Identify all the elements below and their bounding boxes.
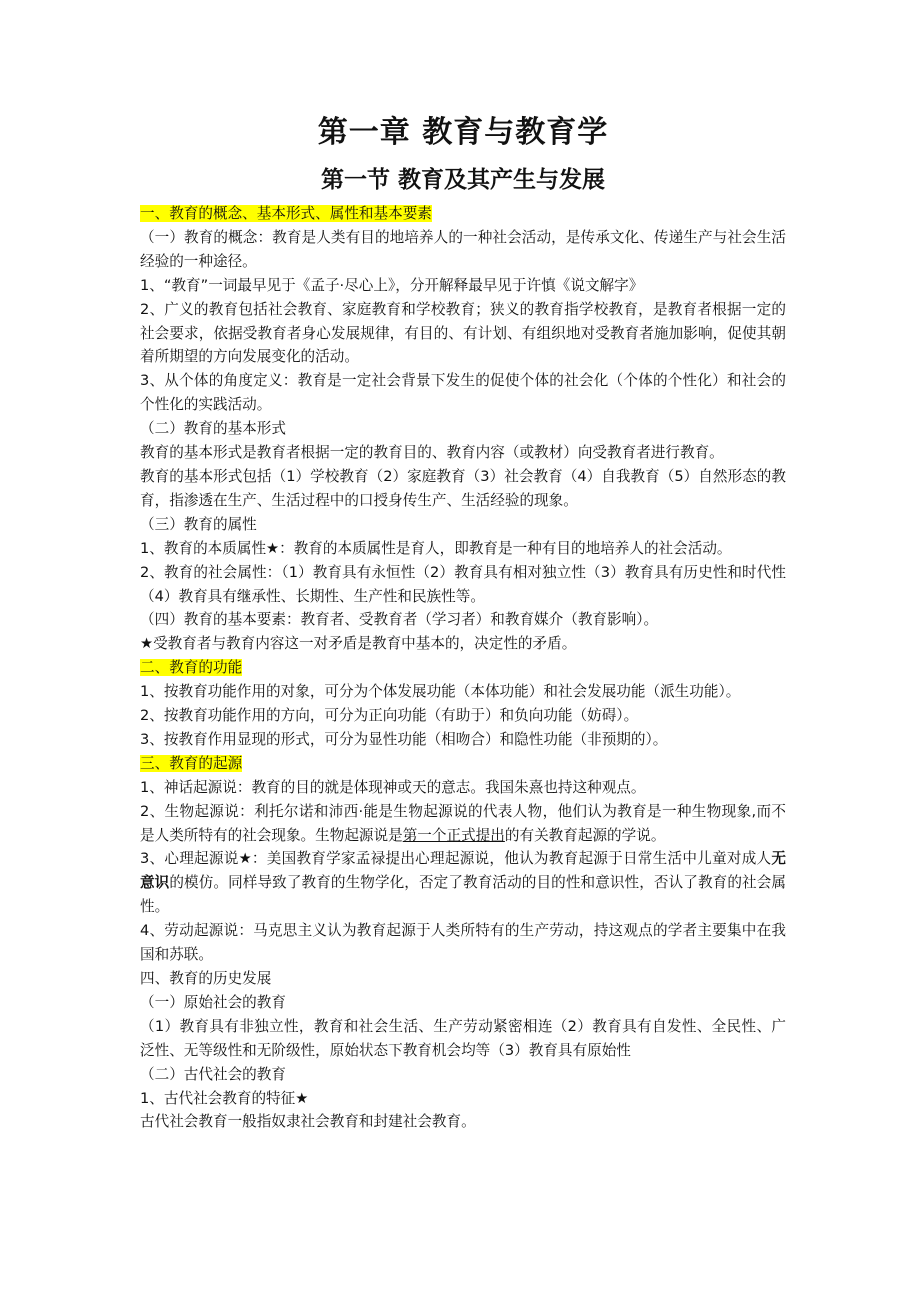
heading-origin: 三、教育的起源 — [140, 754, 243, 772]
bold-text: 无意识 — [140, 850, 786, 892]
paragraph: 1、神话起源说：教育的目的就是体现神或天的意志。我国朱熹也持这种观点。 — [140, 778, 646, 796]
paragraph: （一）教育的概念：教育是人类有目的地培养人的一种社会活动，是传承文化、传递生产与社会生活经验的一种途径。 — [140, 228, 786, 270]
paragraph: 1、按教育功能作用的对象，可分为个体发展功能（本体功能）和社会发展功能（派生功能）。 — [140, 683, 741, 701]
section-title: 第一节 教育及其产生与发展 — [320, 167, 605, 193]
document-page — [140, 112, 786, 1134]
subheading: （二）古代社会的教育 — [140, 1065, 286, 1083]
paragraph: 教育的基本形式包括（1）学校教育（2）家庭教育（3）社会教育（4）自我教育（5）自然形态的教育，指渗透在生产、生活过程中的口授身传生产、生活经验的现象。 — [140, 467, 786, 509]
chapter-title: 第一章 教育与教育学 — [317, 115, 609, 150]
heading-history: 四、教育的历史发展 — [140, 970, 272, 987]
paragraph: 3、按教育作用显现的形式，可分为显性功能（相吻合）和隐性功能（非预期的）。 — [140, 730, 668, 748]
text-run: 3、心理起源说★：美国教育学家孟禄提出心理起源说，他认为教育起源于日常生活中儿童对成人 — [140, 850, 772, 868]
paragraph: 古代社会教育一般指奴隶社会教育和封建社会教育。 — [140, 1113, 476, 1131]
paragraph: 1、古代社会教育的特征★ — [140, 1089, 309, 1107]
heading-function: 二、教育的功能 — [140, 659, 243, 677]
paragraph: 2、教育的社会属性：（1）教育具有永恒性（2）教育具有相对独立性（3）教育具有历史性和时代性（4）教育具有继承性、长期性、生产性和民族性等。 — [140, 563, 786, 605]
text-run: 2、生物起源说：利托尔诺和沛西·能是生物起源说的代表人物，他们认为教育是一种生物现象,而不是人类所特有的社会现象。生物起源说是 — [140, 802, 786, 844]
paragraph — [140, 847, 786, 919]
heading-concept: 一、教育的概念、基本形式、属性和基本要素 — [140, 205, 432, 222]
text-run: 的模仿。同样导致了教育的生物学化，否定了教育活动的目的性和意识性，否认了教育的社会属性。 — [140, 874, 786, 916]
paragraph: （四）教育的基本要素：教育者、受教育者（学习者）和教育媒介（教育影响）。 — [140, 611, 659, 629]
text-run: 的有关教育起源的学说。 — [504, 826, 666, 844]
subheading: （一）原始社会的教育 — [140, 993, 286, 1011]
paragraph: 4、劳动起源说：马克思主义认为教育起源于人类所特有的生产劳动，持这观点的学者主要集中在我国和苏联。 — [140, 922, 786, 964]
note: ★受教育者与教育内容这一对矛盾是教育中基本的，决定性的矛盾。 — [140, 635, 577, 653]
underlined-text: 第一个正式提出 — [402, 826, 505, 844]
paragraph: 教育的基本形式是教育者根据一定的教育目的、教育内容（或教材）向受教育者进行教育。 — [140, 444, 724, 462]
subheading: （二）教育的基本形式 — [140, 420, 286, 438]
paragraph: （1）教育具有非独立性，教育和社会生活、生产劳动紧密相连（2）教育具有自发性、全民性、广泛性、无等级性和无阶级性，原始状态下教育机会均等（3）教育具有原始性 — [140, 1017, 786, 1059]
paragraph: 1、“教育”一词最早见于《孟子·尽心上》，分开解释最早见于许慎《说文解字》 — [140, 276, 644, 294]
paragraph: 3、从个体的角度定义：教育是一定社会背景下发生的促使个体的社会化（个体的个性化）和社会的个性化的实践活动。 — [140, 372, 786, 414]
paragraph: 2、按教育功能作用的方向，可分为正向功能（有助于）和负向功能（妨碍）。 — [140, 707, 639, 725]
paragraph: 2、广义的教育包括社会教育、家庭教育和学校教育；狭义的教育指学校教育，是教育者根据一定的社会要求，依据受教育者身心发展规律，有目的、有计划、有组织地对受教育者施加影响，促使其朝着所期望的方向发展变化的活动。 — [140, 300, 786, 366]
paragraph: 1、教育的本质属性★：教育的本质属性是育人，即教育是一种有目的地培养人的社会活动。 — [140, 539, 732, 557]
paragraph — [140, 800, 786, 848]
subheading: （三）教育的属性 — [140, 515, 257, 533]
